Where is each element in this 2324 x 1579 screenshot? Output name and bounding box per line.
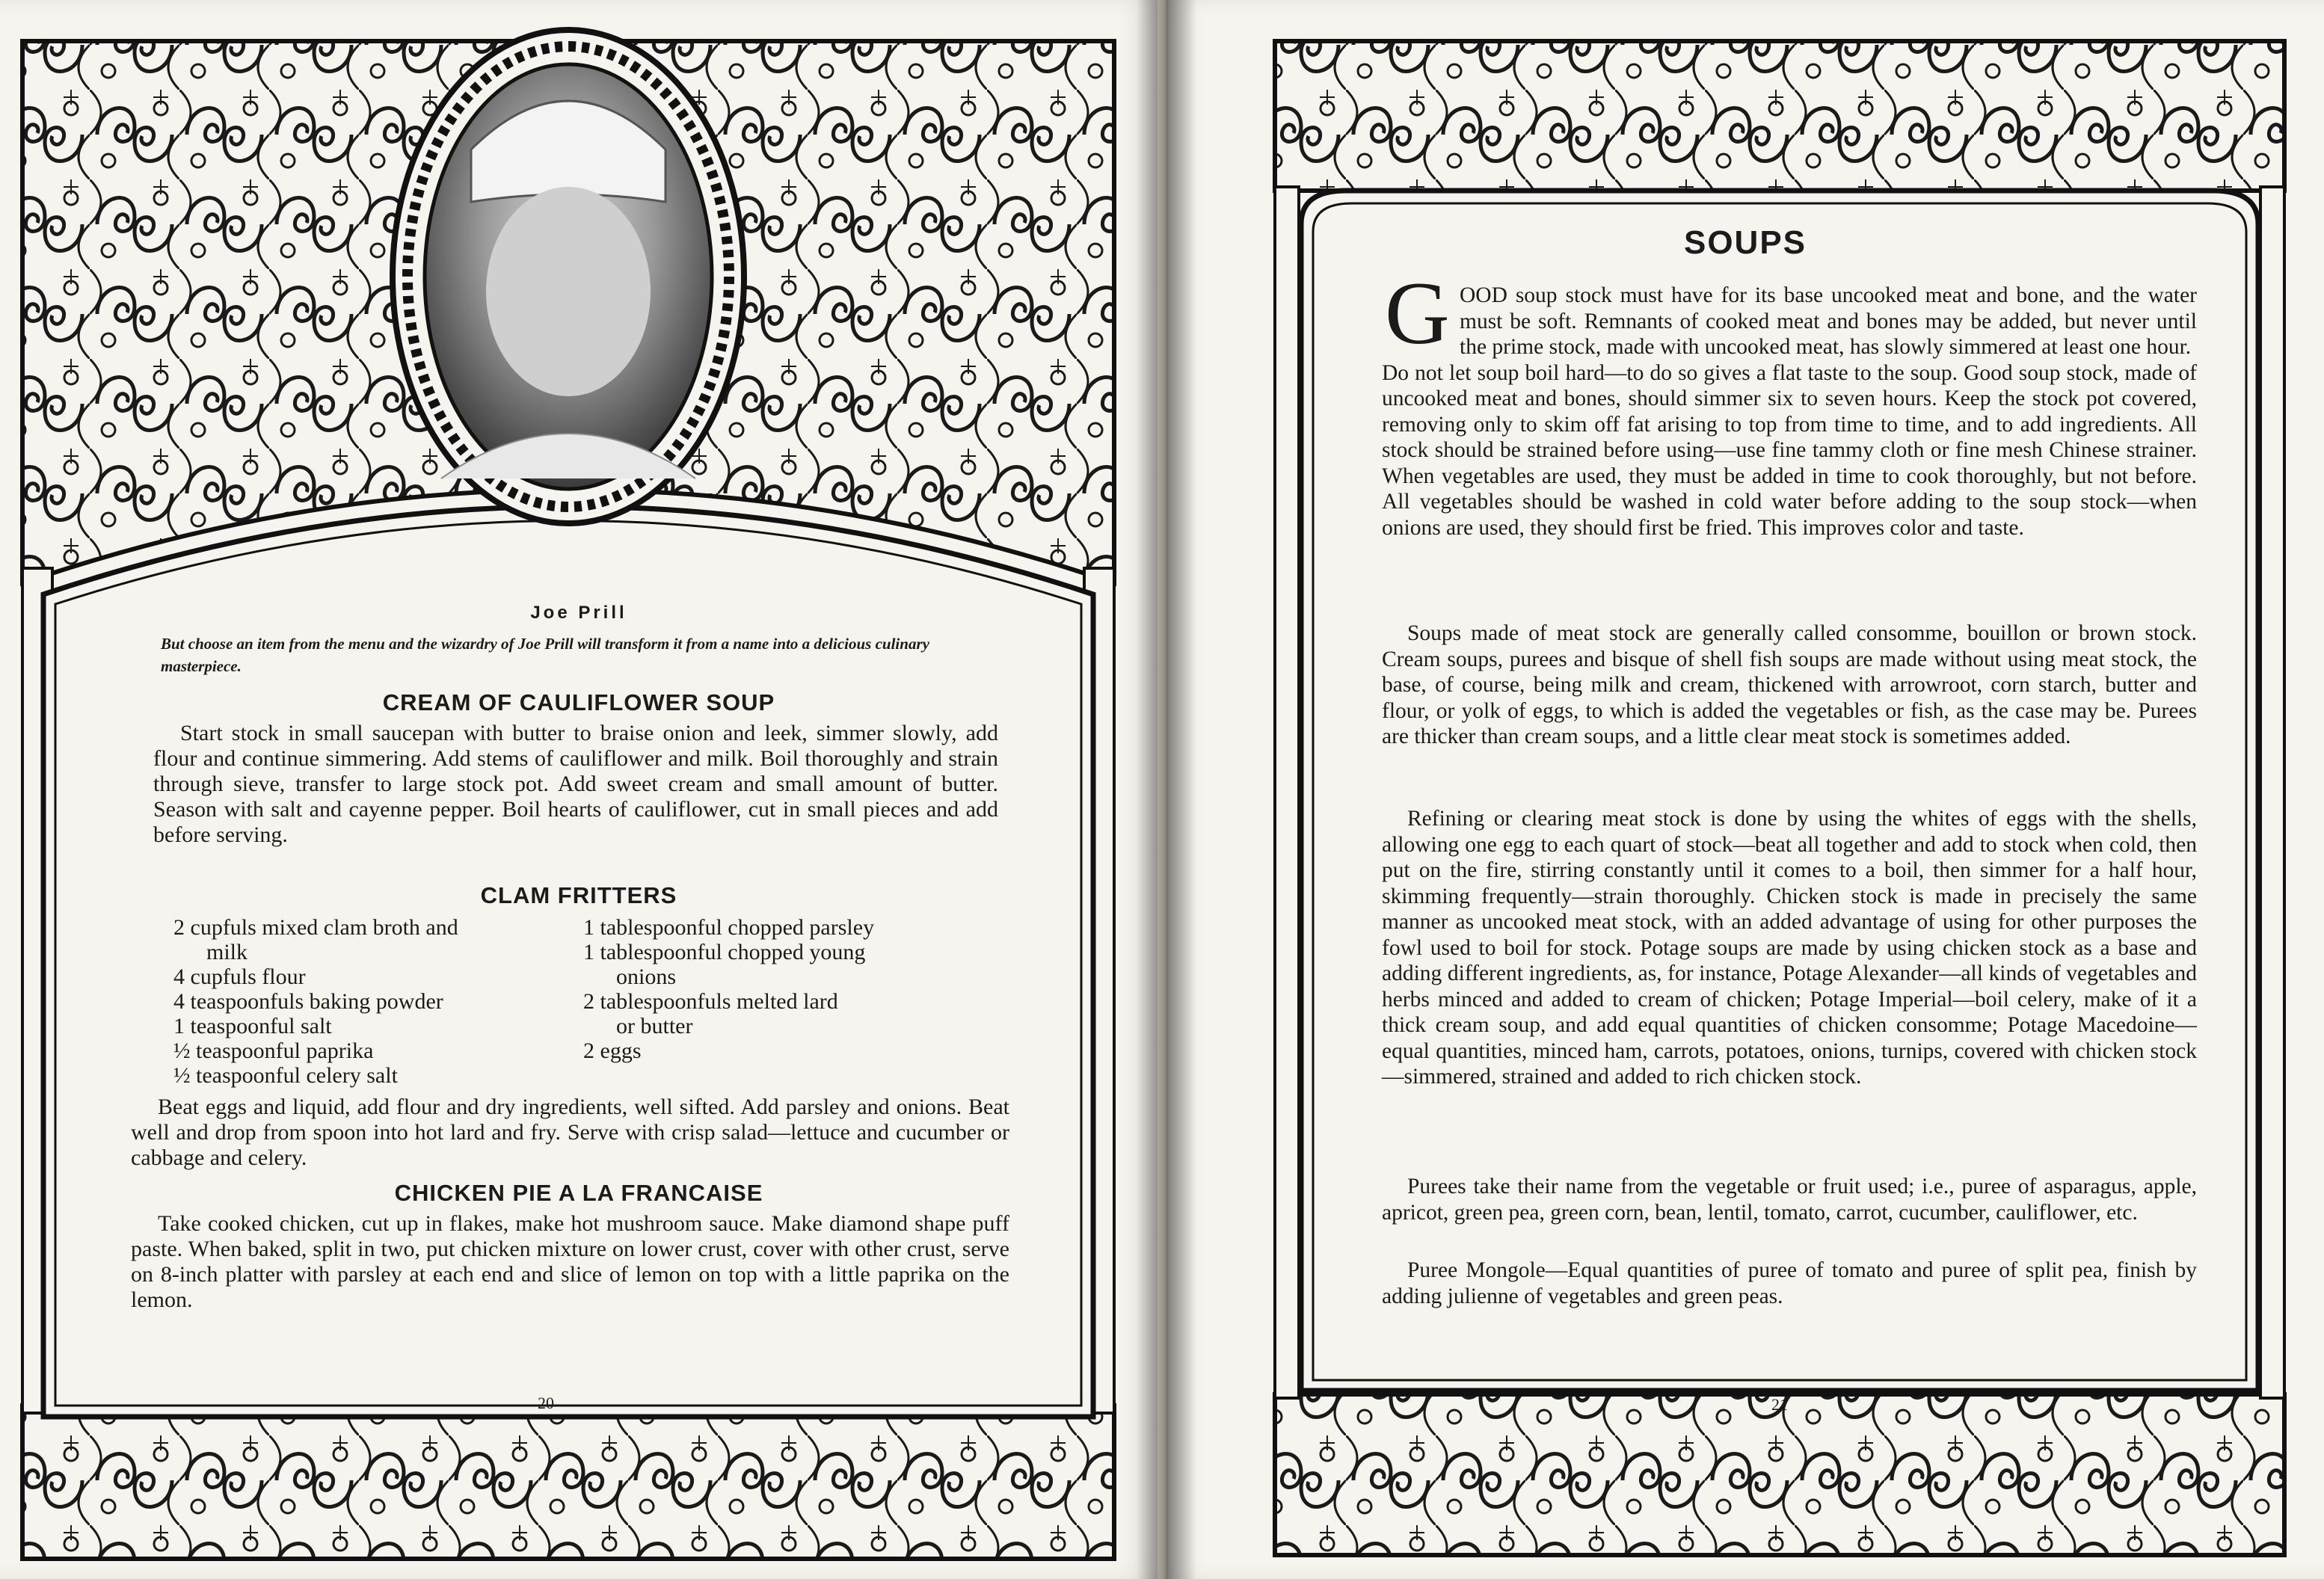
page-number-right: 21	[1771, 1395, 1788, 1414]
recipe-title-cauliflower: CREAM OF CAULIFLOWER SOUP	[382, 689, 775, 715]
recipe-body-clam-fritters: Beat eggs and liquid, add flour and dry ingredients, well sifted. Add parsley and onions. Beat well and drop from spoon into hot lard and fry. Serve with crisp salad—lettuce and cucumber or cabbage and celery.	[131, 1095, 1009, 1170]
soups-paragraph-1-rest: Do not let soup boil hard—to do so gives a flat taste to the soup. Good soup stock, made of uncooked meat and bones, should simmer six to seven hours. Keep the stock pot covered, removing only to skim off fat arising to top from time to time, and to add ingredients. All stock should be strained before using—use fine tammy cloth or fine mesh Chinese strainer. When vegetables are used, they must be added in time to cook thoroughly, but not before. All vegetables should be washed in cold water before adding to the soup stock—when onions are used, they should first be fried. This improves color and taste.	[1382, 360, 2197, 540]
ingredient-item: 1 teaspoonful salt	[173, 1014, 332, 1038]
ingredients-right	[583, 915, 987, 1063]
recipe-title-chicken-pie: CHICKEN PIE A LA FRANCAISE	[394, 1180, 763, 1206]
soups-paragraph-3: Refining or clearing meat stock is done by using the whites of eggs with the shells, allowing one egg to each quart of stock—beat all together and add to stock when cold, then put on the fire, stirring constantly until it comes to a boil, then simmer for a half hour, skimming frequently—strain thoroughly. Chicken stock is made in precisely the same manner as uncooked meat stock, with an added advantage of using for other purposes the fowl used to boil for stock. Potage soups are made by using chicken stock as a base and adding different ingredients, as, for instance, Potage Alexander—all kinds of vegetables and herbs minced and added to cream of chicken; Potage Imperial—boil celery, make of it a thick cream soup, and add equal quantities of chicken consomme; Potage Macedoine—equal quantities, minced ham, carrots, potatoes, onions, turnips, covered with chicken stock—simmered, strained and added to rich chicken stock.	[1382, 807, 2197, 1089]
soups-paragraph-5: Puree Mongole—Equal quantities of puree of tomato and puree of split pea, finish by adding julienne of vegetables and green peas.	[1382, 1258, 2197, 1308]
soups-paragraph-1-lead: OOD soup stock must have for its base uncooked meat and bone, and the water must be soft. Remnants of cooked meat and bones may be added, but never until the prime stock, made with uncooked meat, has slowly simmered at least one hour.	[1460, 283, 2197, 359]
ingredient-item: 2 cupfuls mixed clam broth and milk	[173, 915, 458, 964]
recipe-title-clam-fritters: CLAM FRITTERS	[480, 882, 677, 908]
drop-cap: G	[1385, 263, 1450, 363]
portrait-name: Joe Prill	[530, 603, 627, 623]
ingredients-left	[173, 915, 562, 1088]
ingredient-item: 1 tablespoonful chopped young onions	[583, 940, 866, 989]
ingredient-item: 2 eggs	[583, 1038, 642, 1063]
ingredient-item: ½ teaspoonful celery salt	[173, 1063, 398, 1088]
recipe-body-cauliflower: Start stock in small saucepan with butter to braise onion and leek, simmer slowly, add flour and continue simmering. Add stems of cauliflower and milk. Boil thoroughly and strain through sieve, transfer to large stock pot. Add sweet cream and small amount of butter. Season with salt and cayenne pepper. Boil hearts of cauliflower, cut in small pieces and add before serving.	[153, 721, 998, 847]
ingredient-item: 4 teaspoonfuls baking powder	[173, 989, 443, 1014]
soups-paragraph-1	[1382, 283, 2197, 541]
portrait-caption: But choose an item from the menu and the wizardry of Joe Prill will transform it from a name into a delicious culinary masterpiece.	[161, 635, 929, 675]
page-number-left: 20	[538, 1394, 554, 1412]
ingredient-item: 2 tablespoonfuls melted lard or butter	[583, 989, 838, 1038]
soups-paragraph-2: Soups made of meat stock are generally called consomme, bouillon or brown stock. Cream soups, purees and bisque of shell fish soups are made without using meat stock, the base, of course, being milk and cream, thickened with arrowroot, corn starch, butter and flour, or yolk of eggs, to which is added the vegetables or fish, as the case may be. Purees are thicker than cream soups, and a little clear meat stock is sometimes added.	[1382, 621, 2197, 748]
ingredient-item: 1 tablespoonful chopped parsley	[583, 915, 875, 940]
ingredient-item: ½ teaspoonful paprika	[173, 1038, 374, 1063]
page-title: SOUPS	[1683, 224, 1807, 261]
recipe-body-chicken-pie: Take cooked chicken, cut up in flakes, make hot mushroom sauce. Make diamond shape puff paste. When baked, split in two, put chicken mixture on lower crust, cover with other crust, serve on 8-inch platter with parsley at each end and slice of lemon on top with a little paprika on the lemon.	[131, 1211, 1009, 1312]
ingredient-item: 4 cupfuls flour	[173, 964, 306, 989]
soups-paragraph-4: Purees take their name from the vegetable or fruit used; i.e., puree of asparagus, apple, apricot, green pea, green corn, bean, lentil, tomato, carrot, cucumber, cauliflower, etc.	[1382, 1175, 2197, 1225]
